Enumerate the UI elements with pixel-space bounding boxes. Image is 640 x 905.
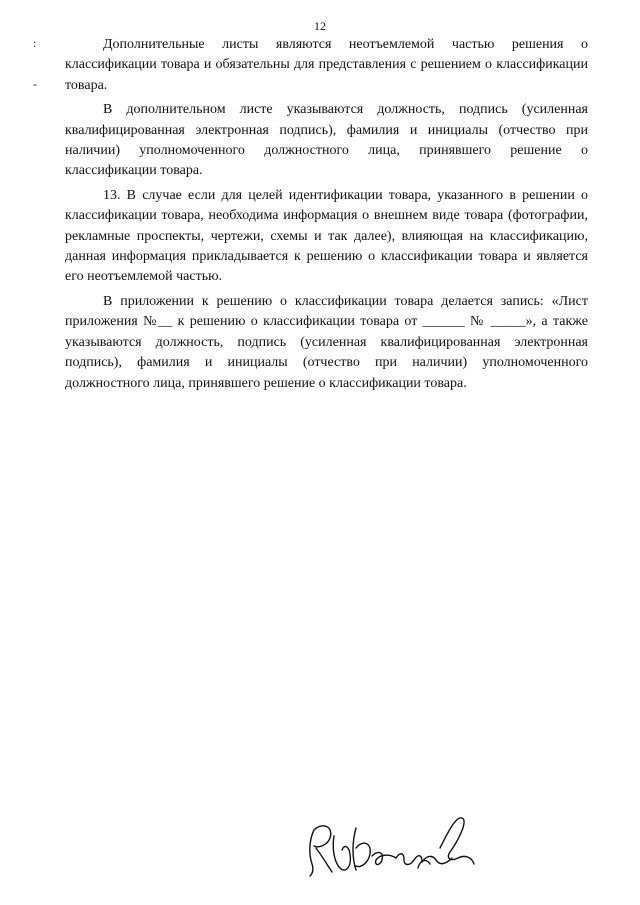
- signature-icon: [300, 808, 480, 880]
- paragraph-additional-sheets: Дополнительные листы являются неотъемлемой частью решения о классификации товара и обязательны для представления с решением о классификации товара.: [65, 37, 588, 93]
- document-body: [65, 35, 588, 398]
- margin-mark: -: [33, 77, 37, 91]
- paragraph-item-13: 13. В случае если для целей идентификации товара, указанного в решении о классификации товара, необходима информация о внешнем виде товара (фотографии, рекламные проспекты, чертежи, схемы и так далее), влияющая на классификацию, данная информация прикладывается к решению о классификации товара и является его неотъемлемой частью.: [65, 187, 588, 285]
- margin-mark: :: [33, 36, 37, 50]
- page-number: 12: [314, 19, 326, 33]
- paragraph-appendix-record: В приложении к решению о классификации товара делается запись: «Лист приложения №__ к решению о классификации товара от ______ № _____», а также указываются должность, подпись (усиленная квалифицированная электронная подпись), фамилия и инициалы (отчество при наличии) уполномоченного должностного лица, принявшего решение о классификации товара.: [65, 293, 588, 391]
- paragraph-additional-sheet-details: В дополнительном листе указываются должность, подпись (усиленная квалифицированная электронная подпись), фамилия и инициалы (отчество при наличии) уполномоченного должностного лица, принявшего решение о классификации товара.: [65, 102, 588, 179]
